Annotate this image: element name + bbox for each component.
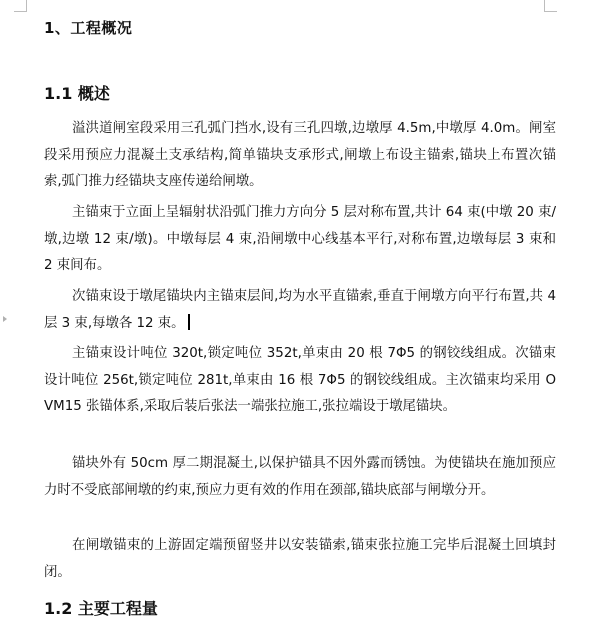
subsection-heading-quantities: 1.2 主要工程量 bbox=[44, 599, 158, 618]
paragraph-5: 锚块外有 50cm 厚二期混凝土,以保护锚具不因外露而锈蚀。为使锚块在施加预应力时不受底部闸墩的约束,预应力更有效的作用在颈部,锚块底部与闸墩分开。 bbox=[44, 456, 556, 498]
page-corner-mark-top-right bbox=[544, 0, 557, 12]
paragraph-3-text: 次锚束设于墩尾锚块内主锚束层间,均为水平直锚索,垂直于闸墩方向平行布置,共 4 层 3 束,每墩各 12 束。 bbox=[44, 289, 556, 331]
paragraph-1: 溢洪道闸室段采用三孔弧门挡水,设有三孔四墩,边墩厚 4.5m,中墩厚 4.0m。闸室段采用预应力混凝土支承结构,简单锚块支承形式,闸墩上布设主锚索,锚块上布置次锚索,弧门推力经锚块支座传递给闸墩。 bbox=[44, 121, 556, 189]
paragraph-2: 主锚束于立面上呈辐射状沿弧门推力方向分 5 层对称布置,共计 64 束(中墩 20 束/墩,边墩 12 束/墩)。中墩每层 4 束,沿闸墩中心线基本平行,对称布置,边墩每层 3 束和 2 束间布。 bbox=[44, 205, 556, 273]
text-cursor bbox=[188, 314, 190, 330]
section-heading: 1、工程概况 bbox=[44, 19, 133, 37]
paragraph-6: 在闸墩锚束的上游固定端预留竖井以安装锚索,锚束张拉施工完毕后混凝土回填封闭。 bbox=[44, 538, 556, 580]
subsection-heading-overview: 1.1 概述 bbox=[44, 84, 110, 103]
paragraph-3 bbox=[44, 284, 556, 337]
page-corner-mark-top-left bbox=[14, 0, 27, 12]
paragraph-4: 主锚束设计吨位 320t,锁定吨位 352t,单束由 20 根 7Φ5 的钢铰线组成。次锚束设计吨位 256t,锁定吨位 281t,单束由 16 根 7Φ5 的钢铰线组成。主次锚束均采用 OVM15 张锚体系,采取后装后张法一端张拉施工,张拉端设于墩尾锚块。 bbox=[44, 346, 556, 414]
margin-arrow-icon bbox=[3, 316, 7, 322]
